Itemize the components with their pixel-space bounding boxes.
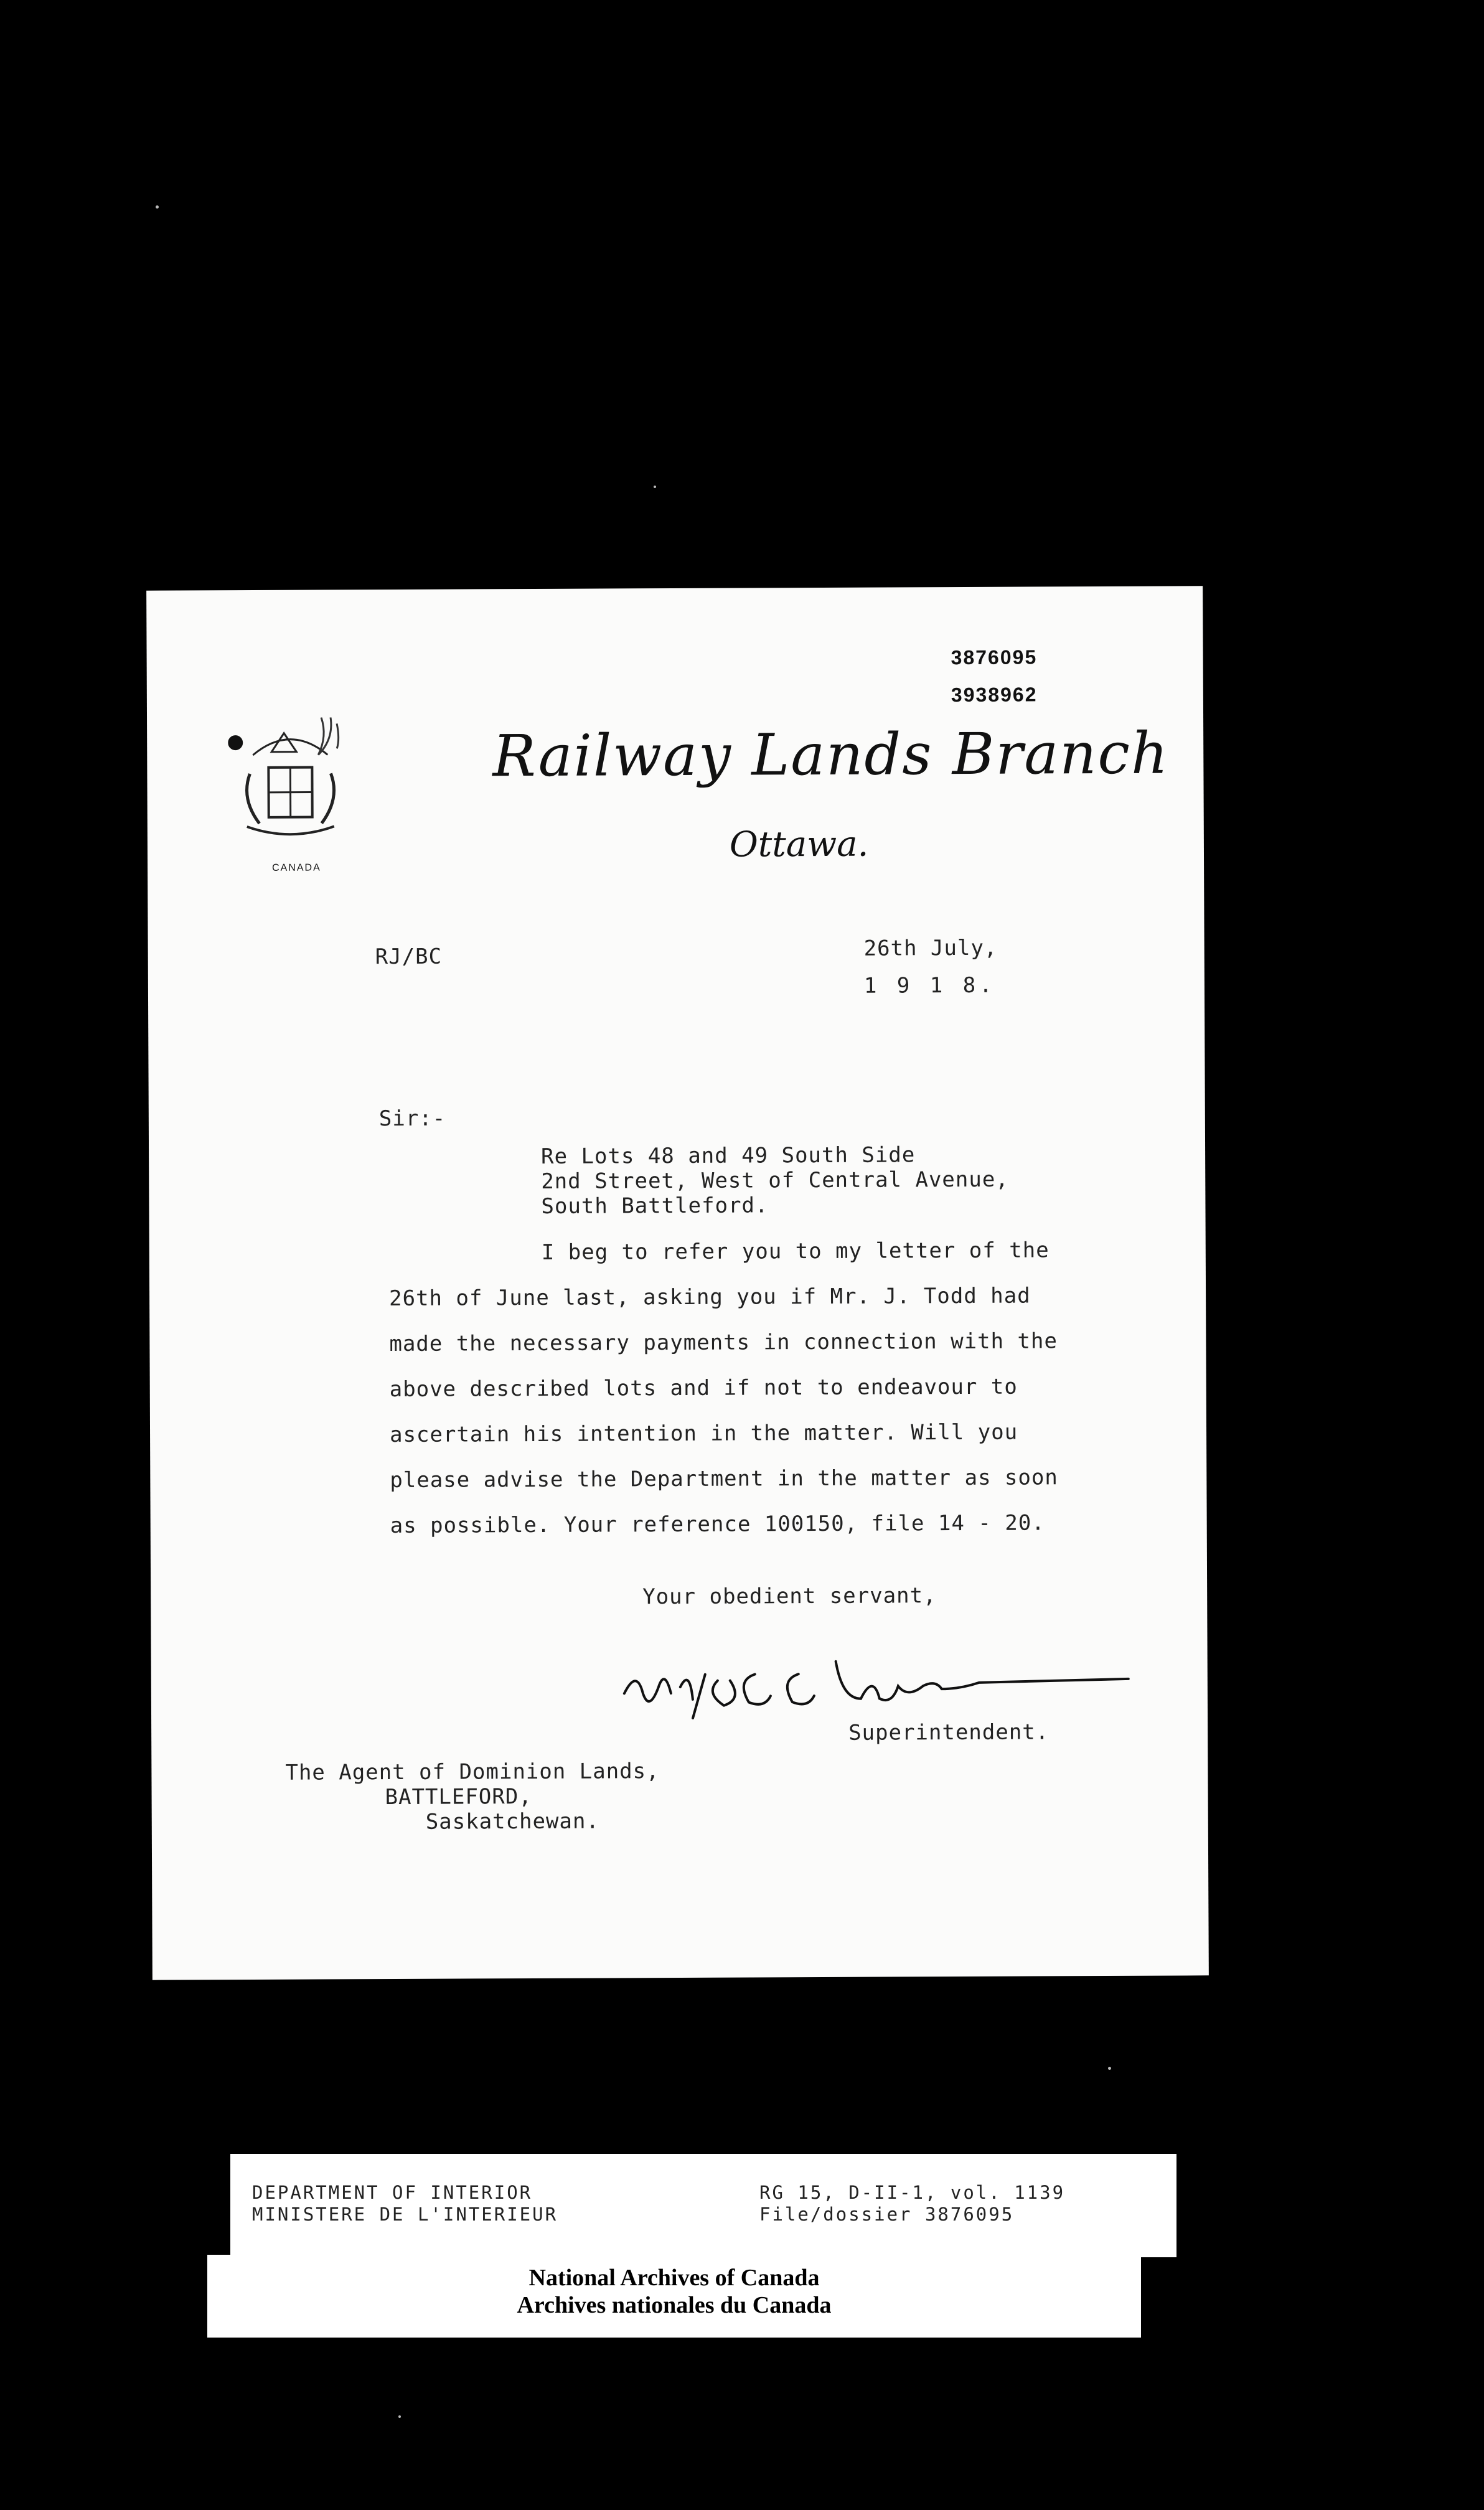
subject-line-3: South Battleford. [541,1193,769,1219]
label-department-fr: MINISTERE DE L'INTERIEUR [252,2204,558,2225]
file-number-2: 3938962 [951,683,1038,707]
archive-reference-label [230,2154,1176,2257]
archives-name-en: National Archives of Canada [528,2265,820,2291]
label-file-number: File/dossier 3876095 [759,2204,1015,2225]
handwritten-signature [612,1648,1142,1725]
file-number-1: 3876095 [951,646,1038,669]
archives-name-fr: Archives nationales du Canada [517,2292,832,2318]
scan-speck [654,486,656,488]
label-department-en: DEPARTMENT OF INTERIOR [252,2182,533,2203]
department-crest-icon [228,717,353,855]
letter-page [146,586,1209,1980]
date-line-1: 26th July, [863,935,998,961]
letterhead-city: Ottawa. [729,824,869,865]
archives-banner [207,2255,1141,2338]
letter-body: I beg to refer you to my letter of the 26th of June last, asking you if Mr. J. Todd had made the necessary payments in connection with the above described lots and if not to endeavour to ascertain his intention in the matter. Will you please advise the Department in the matter as soon as possible. Your reference 100150, file 14 - 20. [389,1238,1058,1539]
subject-line-1: Re Lots 48 and 49 South Side [541,1142,916,1169]
closing: Your obedient servant, [642,1583,937,1610]
scan-speck [156,205,159,209]
signatory-title: Superintendent. [848,1719,1050,1746]
letterhead-title: Railway Lands Branch [492,720,1170,790]
scan-speck [398,2415,401,2418]
date-line-2: 1 9 1 8. [863,972,996,999]
addressee-line-2: BATTLEFORD, [385,1784,532,1810]
subject-line-2: 2nd Street, West of Central Avenue, [541,1167,1009,1194]
reference-initials: RJ/BC [375,944,443,970]
addressee-line-1: The Agent of Dominion Lands, [285,1759,660,1785]
salutation: Sir:- [378,1106,446,1132]
addressee-line-3: Saskatchewan. [425,1808,599,1835]
crest-caption: CANADA [272,862,321,873]
scan-speck [1108,2067,1111,2070]
label-record-group: RG 15, D-II-1, vol. 1139 [759,2182,1066,2203]
